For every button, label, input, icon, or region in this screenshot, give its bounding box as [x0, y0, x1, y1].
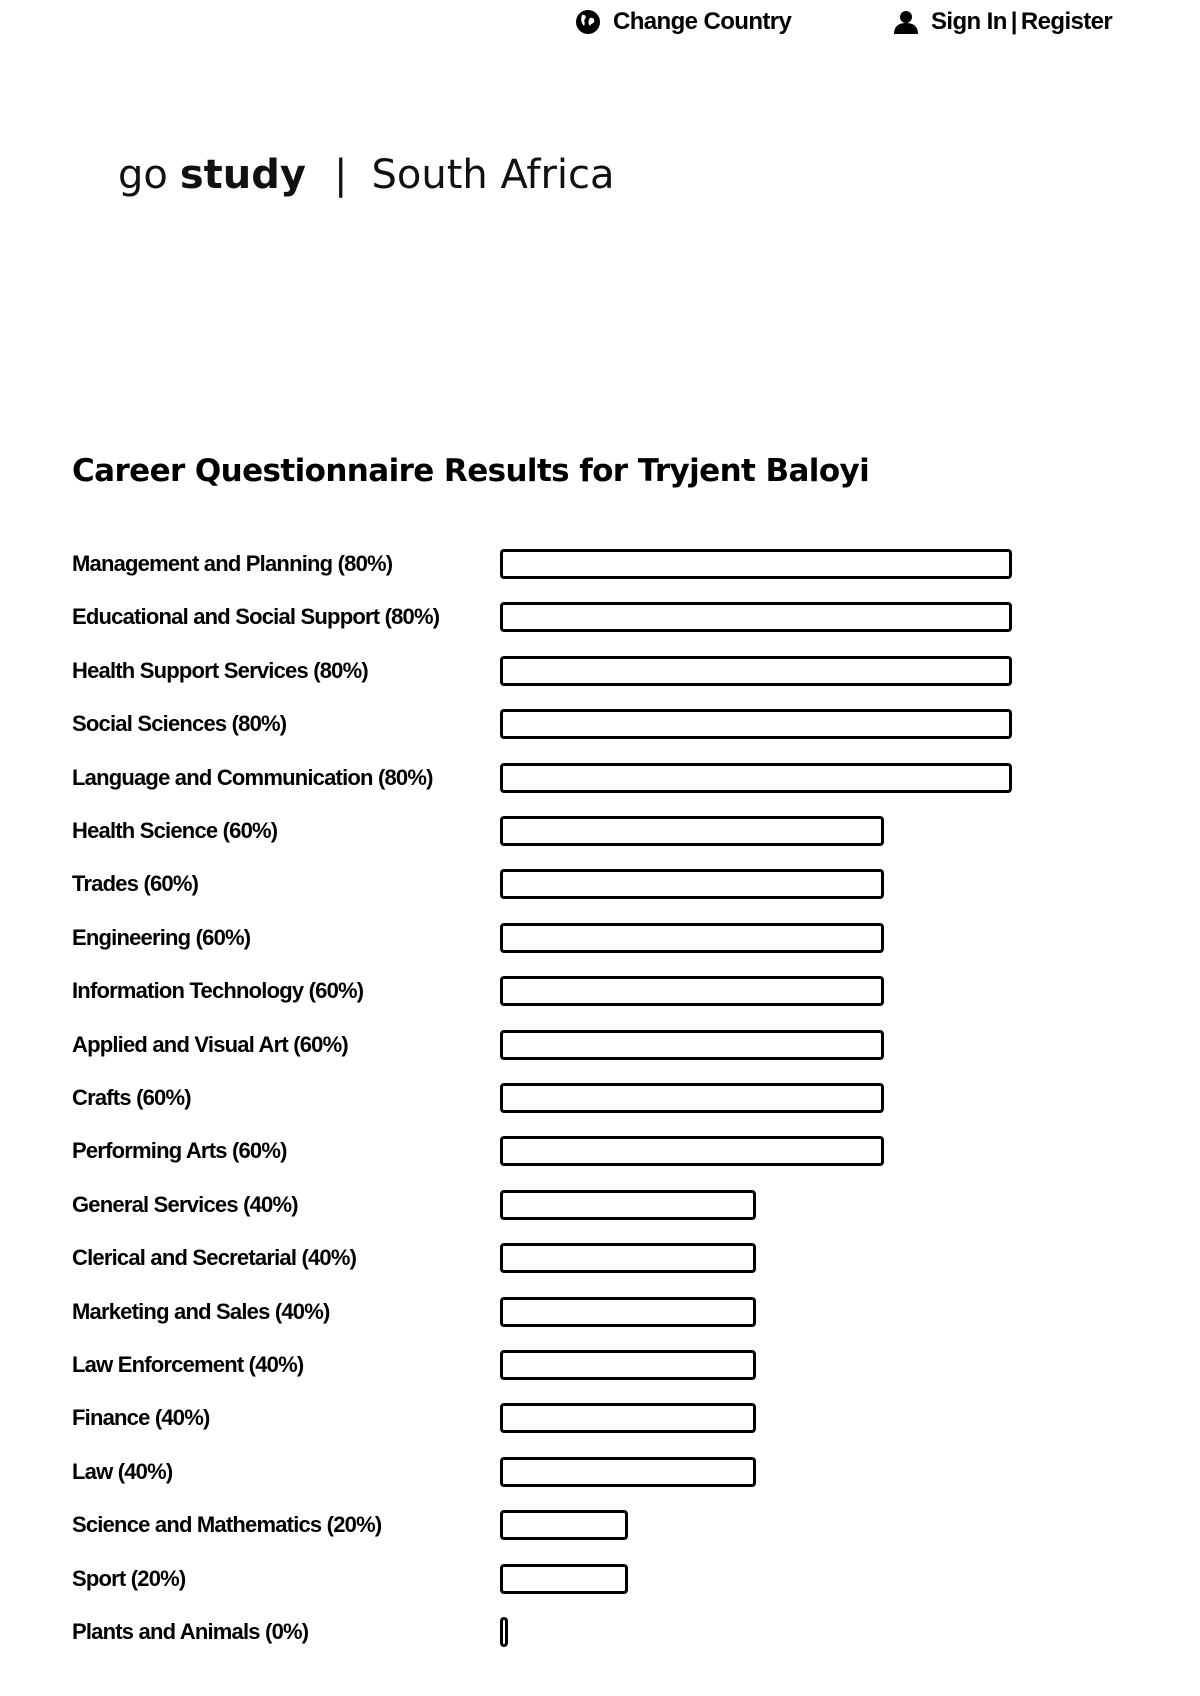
result-label: Sport (20%)	[72, 1566, 186, 1591]
result-label: Crafts (60%)	[72, 1085, 191, 1110]
result-row	[72, 1457, 1072, 1487]
result-bar	[500, 923, 884, 953]
result-row	[72, 1136, 1072, 1166]
result-row	[72, 1083, 1072, 1113]
sign-in-link[interactable]: Sign In	[931, 8, 1007, 35]
result-row	[72, 1350, 1072, 1380]
register-link[interactable]: Register	[1020, 8, 1113, 35]
change-country-label: Change Country	[613, 8, 792, 35]
result-bar	[500, 1190, 756, 1220]
result-label: Applied and Visual Art (60%)	[72, 1032, 348, 1057]
result-bar	[500, 1136, 884, 1166]
result-bar	[500, 1457, 756, 1487]
sign-in-register-link[interactable]	[893, 8, 1112, 36]
result-row	[72, 549, 1072, 579]
logo-study: study	[179, 152, 306, 198]
result-label: Health Science (60%)	[72, 818, 278, 843]
result-bar	[500, 1510, 628, 1540]
result-bar	[500, 976, 884, 1006]
separator: |	[1010, 8, 1017, 35]
result-bar	[500, 602, 1012, 632]
result-row	[72, 1243, 1072, 1273]
result-row	[72, 1564, 1072, 1594]
result-label: Plants and Animals (0%)	[72, 1619, 309, 1644]
logo-separator: |	[334, 152, 348, 198]
change-country-link[interactable]	[575, 8, 791, 36]
result-label: Law Enforcement (40%)	[72, 1352, 304, 1377]
page-title: Career Questionnaire Results for Tryjent Baloyi	[72, 453, 870, 489]
result-label: Trades (60%)	[72, 871, 199, 896]
result-bar	[500, 816, 884, 846]
result-label: Science and Mathematics (20%)	[72, 1512, 382, 1537]
result-row	[72, 1190, 1072, 1220]
result-row	[72, 869, 1072, 899]
result-bar	[500, 549, 1012, 579]
result-row	[72, 656, 1072, 686]
result-bar	[500, 1030, 884, 1060]
result-label: Health Support Services (80%)	[72, 658, 368, 683]
result-row	[72, 976, 1072, 1006]
result-label: Finance (40%)	[72, 1405, 210, 1430]
result-label: Law (40%)	[72, 1459, 173, 1484]
result-label: Information Technology (60%)	[72, 978, 364, 1003]
result-bar	[500, 1617, 508, 1647]
result-row	[72, 1510, 1072, 1540]
result-bar	[500, 1564, 628, 1594]
logo-country: South Africa	[371, 152, 615, 198]
result-label: Social Sciences (80%)	[72, 711, 287, 736]
globe-icon	[575, 9, 601, 35]
result-row	[72, 923, 1072, 953]
result-label: Management and Planning (80%)	[72, 551, 393, 576]
result-row	[72, 602, 1072, 632]
result-bar	[500, 1403, 756, 1433]
result-row	[72, 763, 1072, 793]
result-bar	[500, 1243, 756, 1273]
result-label: General Services (40%)	[72, 1192, 298, 1217]
result-bar	[500, 656, 1012, 686]
result-bar	[500, 1083, 884, 1113]
result-row	[72, 1297, 1072, 1327]
result-bar	[500, 869, 884, 899]
result-bar	[500, 709, 1012, 739]
result-bar	[500, 763, 1012, 793]
result-label: Marketing and Sales (40%)	[72, 1299, 330, 1324]
result-bar	[500, 1350, 756, 1380]
logo-go: go	[118, 152, 168, 198]
result-label: Clerical and Secretarial (40%)	[72, 1245, 357, 1270]
top-bar	[0, 0, 1200, 48]
result-row	[72, 1617, 1072, 1647]
result-label: Performing Arts (60%)	[72, 1138, 287, 1163]
result-bar	[500, 1297, 756, 1327]
result-row	[72, 1403, 1072, 1433]
result-row	[72, 1030, 1072, 1060]
result-label: Educational and Social Support (80%)	[72, 604, 440, 629]
user-icon	[893, 9, 919, 35]
result-row	[72, 709, 1072, 739]
result-label: Language and Communication (80%)	[72, 765, 433, 790]
site-logo[interactable]	[118, 152, 615, 198]
result-label: Engineering (60%)	[72, 925, 251, 950]
result-row	[72, 816, 1072, 846]
